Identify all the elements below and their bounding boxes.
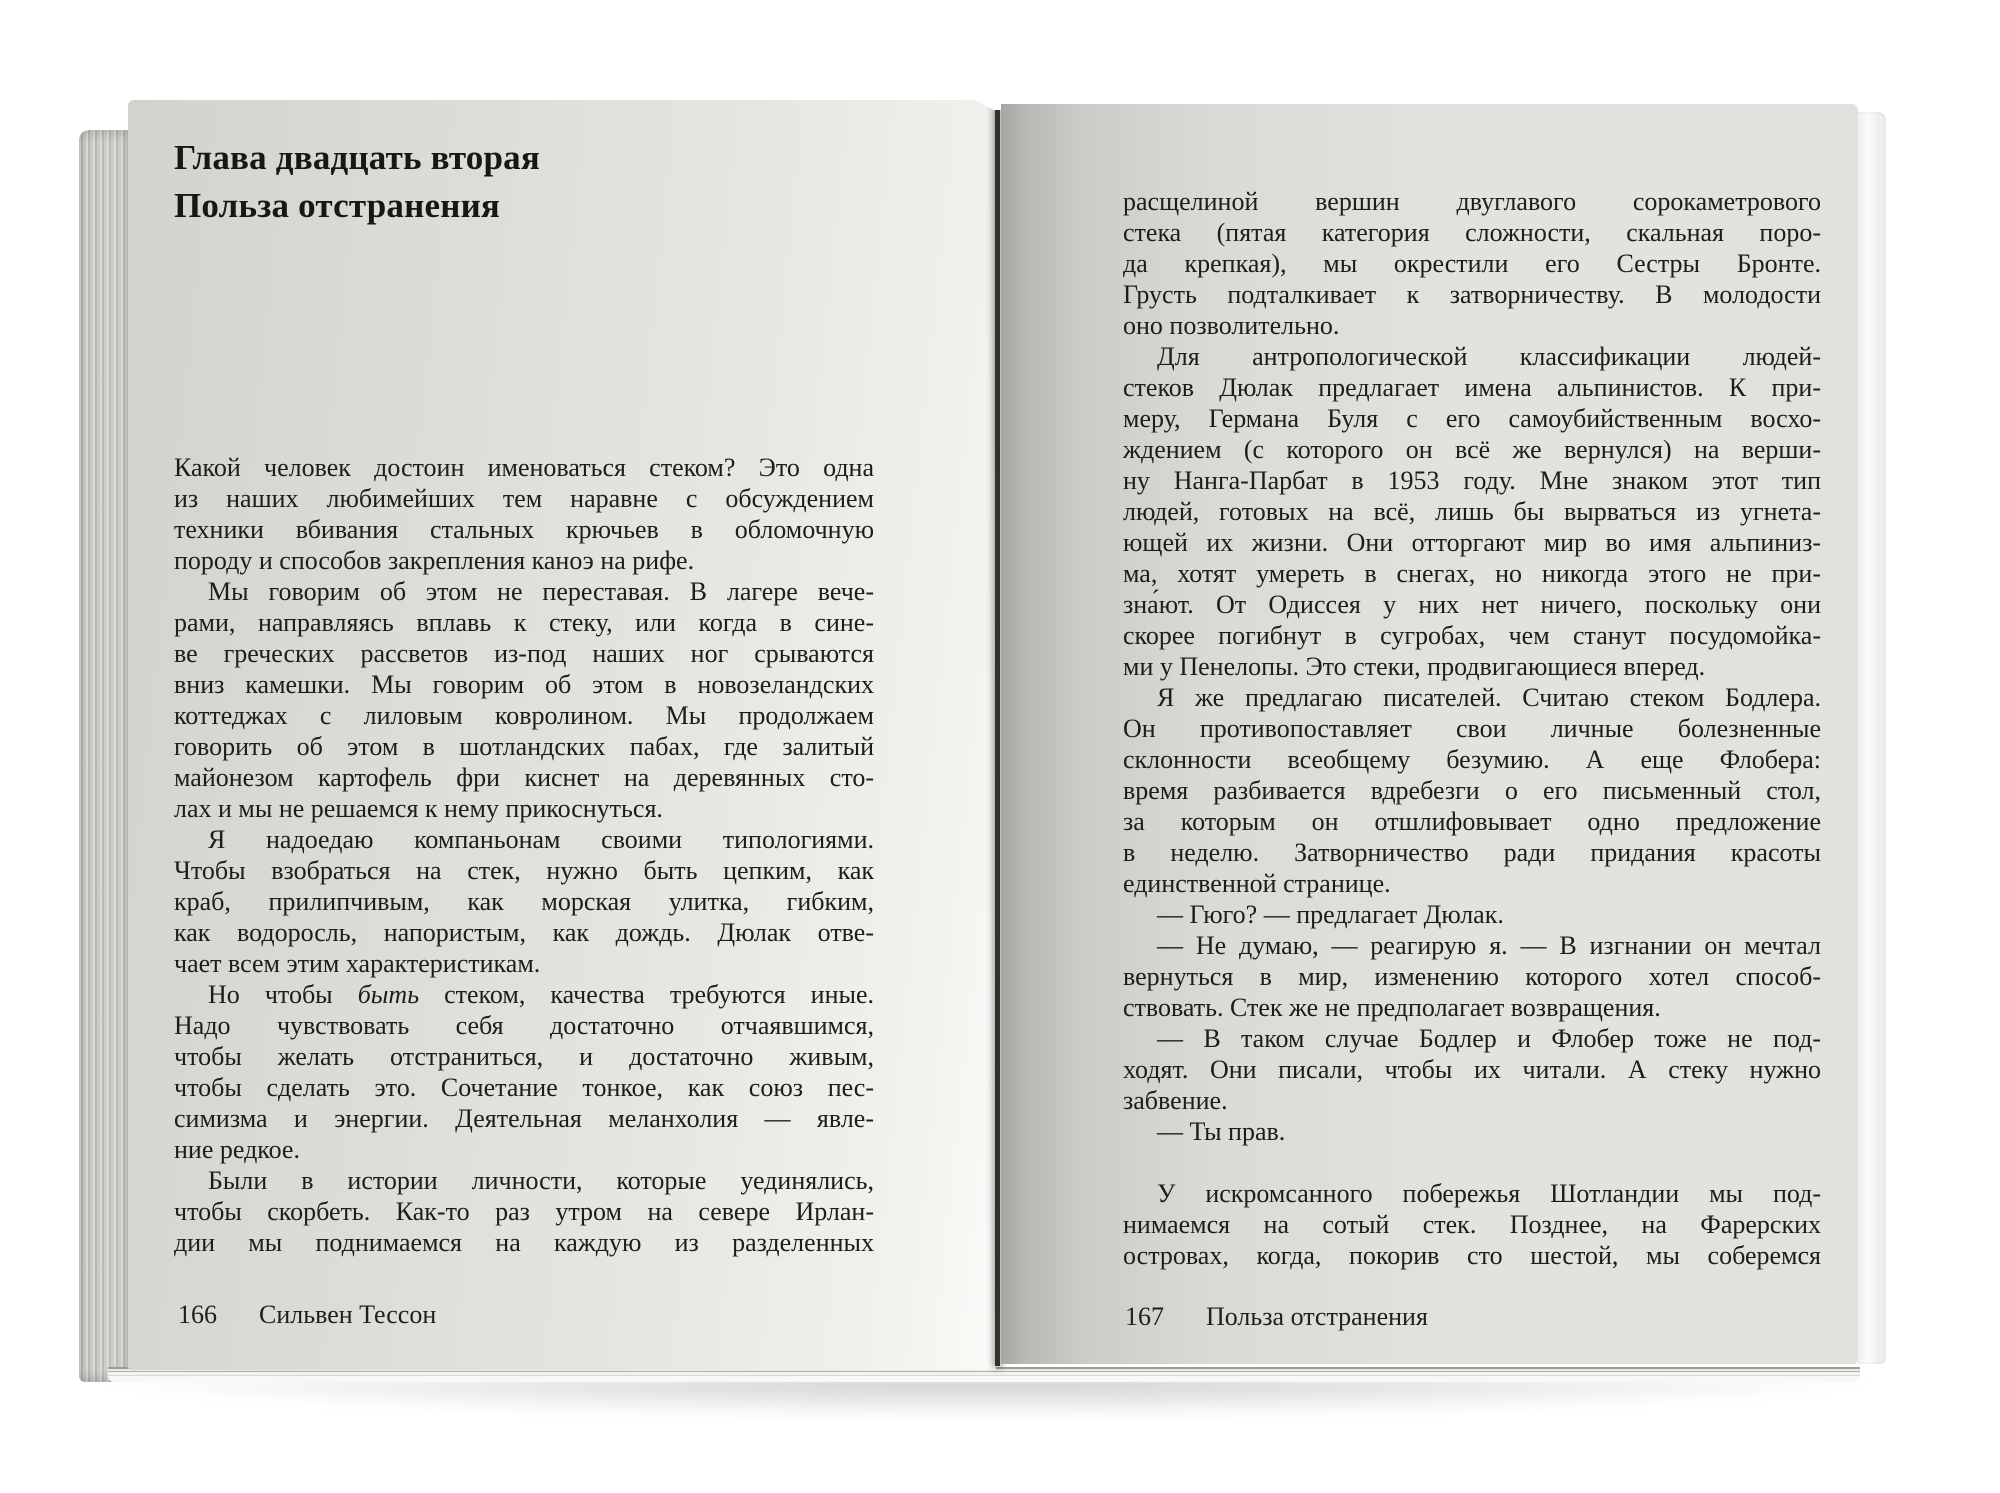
text-line: дии мы поднимаемся на каждую из разделенных	[174, 1228, 874, 1257]
text-line: майонезом картофель фри киснет на деревянных сто-	[174, 763, 874, 792]
text-line: ма, хотят умереть в снегах, но никогда этого не при-	[1123, 559, 1821, 588]
text-line: Польза отстранения	[174, 186, 501, 225]
text-line: вернуться в мир, изменению которого хотел способ-	[1123, 962, 1821, 991]
text-line: Мы говорим об этом не переставая. В лагере вече-	[208, 577, 874, 606]
text-line: ходят. Они писали, чтобы их читали. А стеку нужно	[1123, 1055, 1821, 1084]
text-line: склонности всеобщему безумию. А еще Флобера:	[1123, 745, 1821, 774]
text-line: Какой человек достоин именоваться стеком? Это одна	[174, 453, 874, 482]
right-page	[1001, 104, 1858, 1364]
text-line: единственной странице.	[1123, 869, 1391, 898]
text-line: за которым он отшлифовывает одно предложение	[1123, 807, 1821, 836]
text-line: островах, когда, покорив сто шестой, мы соберемся	[1123, 1241, 1821, 1270]
text-line: ну Нанга-Парбат в 1953 году. Мне знаком этот тип	[1123, 466, 1821, 495]
text-line: — В таком случае Бодлер и Флобер тоже не под-	[1157, 1024, 1821, 1053]
text-line: чает всем этим характеристикам.	[174, 949, 541, 978]
left-page	[128, 100, 996, 1370]
text-line: коттеджах с лиловым ковролином. Мы продолжаем	[174, 701, 874, 730]
text-line: У искромсанного побережья Шотландии мы под-	[1157, 1179, 1821, 1208]
text-line: Грусть подталкивает к затворничеству. В молодости	[1123, 280, 1821, 309]
text-line: вниз камешки. Мы говорим об этом в новозеландских	[174, 670, 874, 699]
text-line: чтобы желать отстраниться, и достаточно живым,	[174, 1042, 874, 1071]
text-line: — Гюго? — предлагает Дюлак.	[1157, 900, 1504, 929]
text-line: Для антропологической классификации людей-	[1157, 342, 1821, 371]
left-page-footer	[178, 1300, 436, 1330]
text-line: Были в истории личности, которые уединялись,	[208, 1166, 874, 1195]
text-line: Чтобы взобраться на стек, нужно быть цепким, как	[174, 856, 874, 885]
page-number: 166	[178, 1300, 217, 1329]
chapter-title	[174, 134, 540, 230]
text-line: меру, Германа Буля с его самоубийственным восхо-	[1123, 404, 1821, 433]
text-line: забвение.	[1123, 1086, 1228, 1115]
text-line: оно позволительно.	[1123, 311, 1340, 340]
text-line: время разбивается вдребезги о его письменный стол,	[1123, 776, 1821, 805]
text-line: стеков Дюлак предлагает имена альпинистов. К при-	[1123, 373, 1821, 402]
text-line: ждением (с которого он всё же вернулся) на верши-	[1123, 435, 1821, 464]
text-line: симизма и энергии. Деятельная меланхолия — явле-	[174, 1104, 874, 1133]
text-line: ствовать. Стек же не предполагает возвращения.	[1123, 993, 1661, 1022]
text-line: в неделю. Затворничество ради придания красоты	[1123, 838, 1821, 867]
text-line: нимаемся на сотый стек. Позднее, на Фарерских	[1123, 1210, 1821, 1239]
text-line: зна́ют. От Одиссея у них нет ничего, поскольку они	[1123, 590, 1821, 619]
text-line: рами, направляясь вплавь к стеку, или когда в сине-	[174, 608, 874, 637]
book-shadow	[95, 1378, 1875, 1418]
text-line: Я надоедаю компаньонам своими типологиями.	[208, 825, 874, 854]
text-line: да крепкая), мы окрестили его Сестры Бронте.	[1123, 249, 1821, 278]
text-line: ющей их жизни. Они отторгают мир во имя альпиниз-	[1123, 528, 1821, 557]
text-line: как водоросль, напористым, как дождь. Дюлак отве-	[174, 918, 874, 947]
text-line: чтобы скорбеть. Как-то раз утром на севере Ирлан-	[174, 1197, 874, 1226]
page-stack-edge-left	[79, 130, 129, 1382]
text-line: чтобы сделать это. Сочетание тонкое, как союз пес-	[174, 1073, 874, 1102]
text-line: из наших любимейших тем наравне с обсуждением	[174, 484, 874, 513]
right-page-footer	[1125, 1302, 1428, 1332]
text-line: Я же предлагаю писателей. Считаю стеком Бодлера.	[1157, 683, 1821, 712]
text-line: Надо чувствовать себя достаточно отчаявшимся,	[174, 1011, 874, 1040]
fore-edge-right	[1858, 112, 1886, 1364]
text-line: Он противопоставляет свои личные болезненные	[1123, 714, 1821, 743]
text-line: — Не думаю, — реагирую я. — В изгнании он мечтал	[1157, 931, 1821, 960]
running-head: Сильвен Тессон	[259, 1300, 437, 1329]
text-line: техники вбивания стальных крючьев в обломочную	[174, 515, 874, 544]
page-number: 167	[1125, 1302, 1164, 1331]
spine-gutter	[995, 102, 1000, 1366]
text-line: говорить об этом в шотландских пабах, где залитый	[174, 732, 874, 761]
text-line	[1123, 1147, 1821, 1178]
text-line: ве греческих рассветов из-под наших ног срываются	[174, 639, 874, 668]
left-page-body	[174, 452, 874, 1258]
text-line: ние редкое.	[174, 1135, 300, 1164]
text-line: ми у Пенелопы. Это стеки, продвигающиеся вперед.	[1123, 652, 1706, 681]
text-line: расщелиной вершин двуглавого сорокаметрового	[1123, 187, 1821, 216]
text-line: Но чтобы быть стеком, качества требуются иные.	[208, 980, 874, 1009]
text-line: стека (пятая категория сложности, скальная поро-	[1123, 218, 1821, 247]
text-line: скорее погибнут в сугробах, чем станут посудомойка-	[1123, 621, 1821, 650]
right-page-body	[1123, 186, 1821, 1271]
running-head: Польза отстранения	[1206, 1302, 1428, 1331]
text-line: краб, прилипчивым, как морская улитка, гибким,	[174, 887, 874, 916]
text-line: Глава двадцать вторая	[174, 138, 540, 177]
text-line: лах и мы не решаемся к нему прикоснуться.	[174, 794, 663, 823]
text-line: людей, готовых на всё, лишь бы вырваться из угнета-	[1123, 497, 1821, 526]
text-line: — Ты прав.	[1157, 1117, 1286, 1146]
text-line: породу и способов закрепления каноэ на рифе.	[174, 546, 695, 575]
